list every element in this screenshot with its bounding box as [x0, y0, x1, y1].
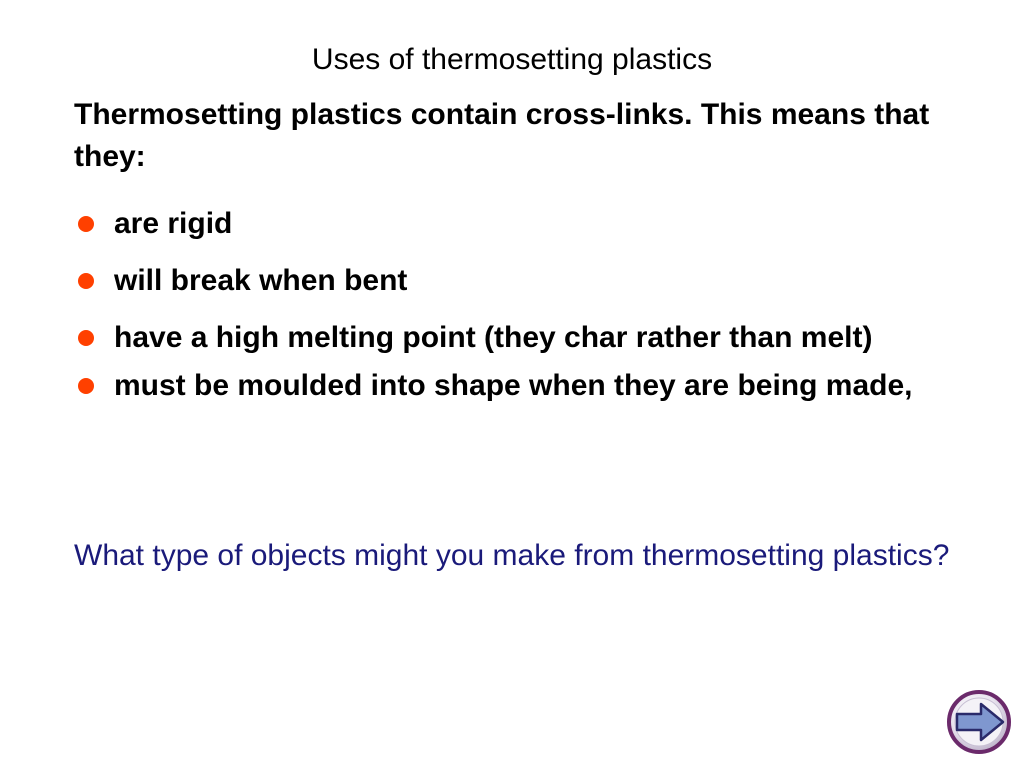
- bullet-dot-icon: [78, 330, 94, 346]
- bullet-list: [74, 203, 954, 407]
- bullet-dot-icon: [78, 378, 94, 394]
- bullet-dot-icon: [78, 216, 94, 232]
- slide-title: Uses of thermosetting plastics: [311, 43, 713, 76]
- bullet-dot-icon: [78, 273, 94, 289]
- intro-text: Thermosetting plastics contain cross-links. This means that they:: [74, 98, 930, 173]
- bullet-text: must be moulded into shape when they are being made,: [114, 369, 913, 402]
- next-slide-button[interactable]: [947, 690, 1011, 754]
- bullet-text: are rigid: [114, 207, 233, 240]
- bullet-item: [74, 365, 954, 407]
- bullet-item: [74, 203, 954, 245]
- right-arrow-icon: [947, 690, 1011, 754]
- bullet-item: [74, 317, 954, 359]
- question-text: What type of objects might you make from thermosetting plastics?: [74, 539, 950, 572]
- bullet-item: [74, 260, 954, 302]
- bullet-text: have a high melting point (they char rather than melt): [114, 321, 873, 354]
- bullet-text: will break when bent: [114, 264, 408, 297]
